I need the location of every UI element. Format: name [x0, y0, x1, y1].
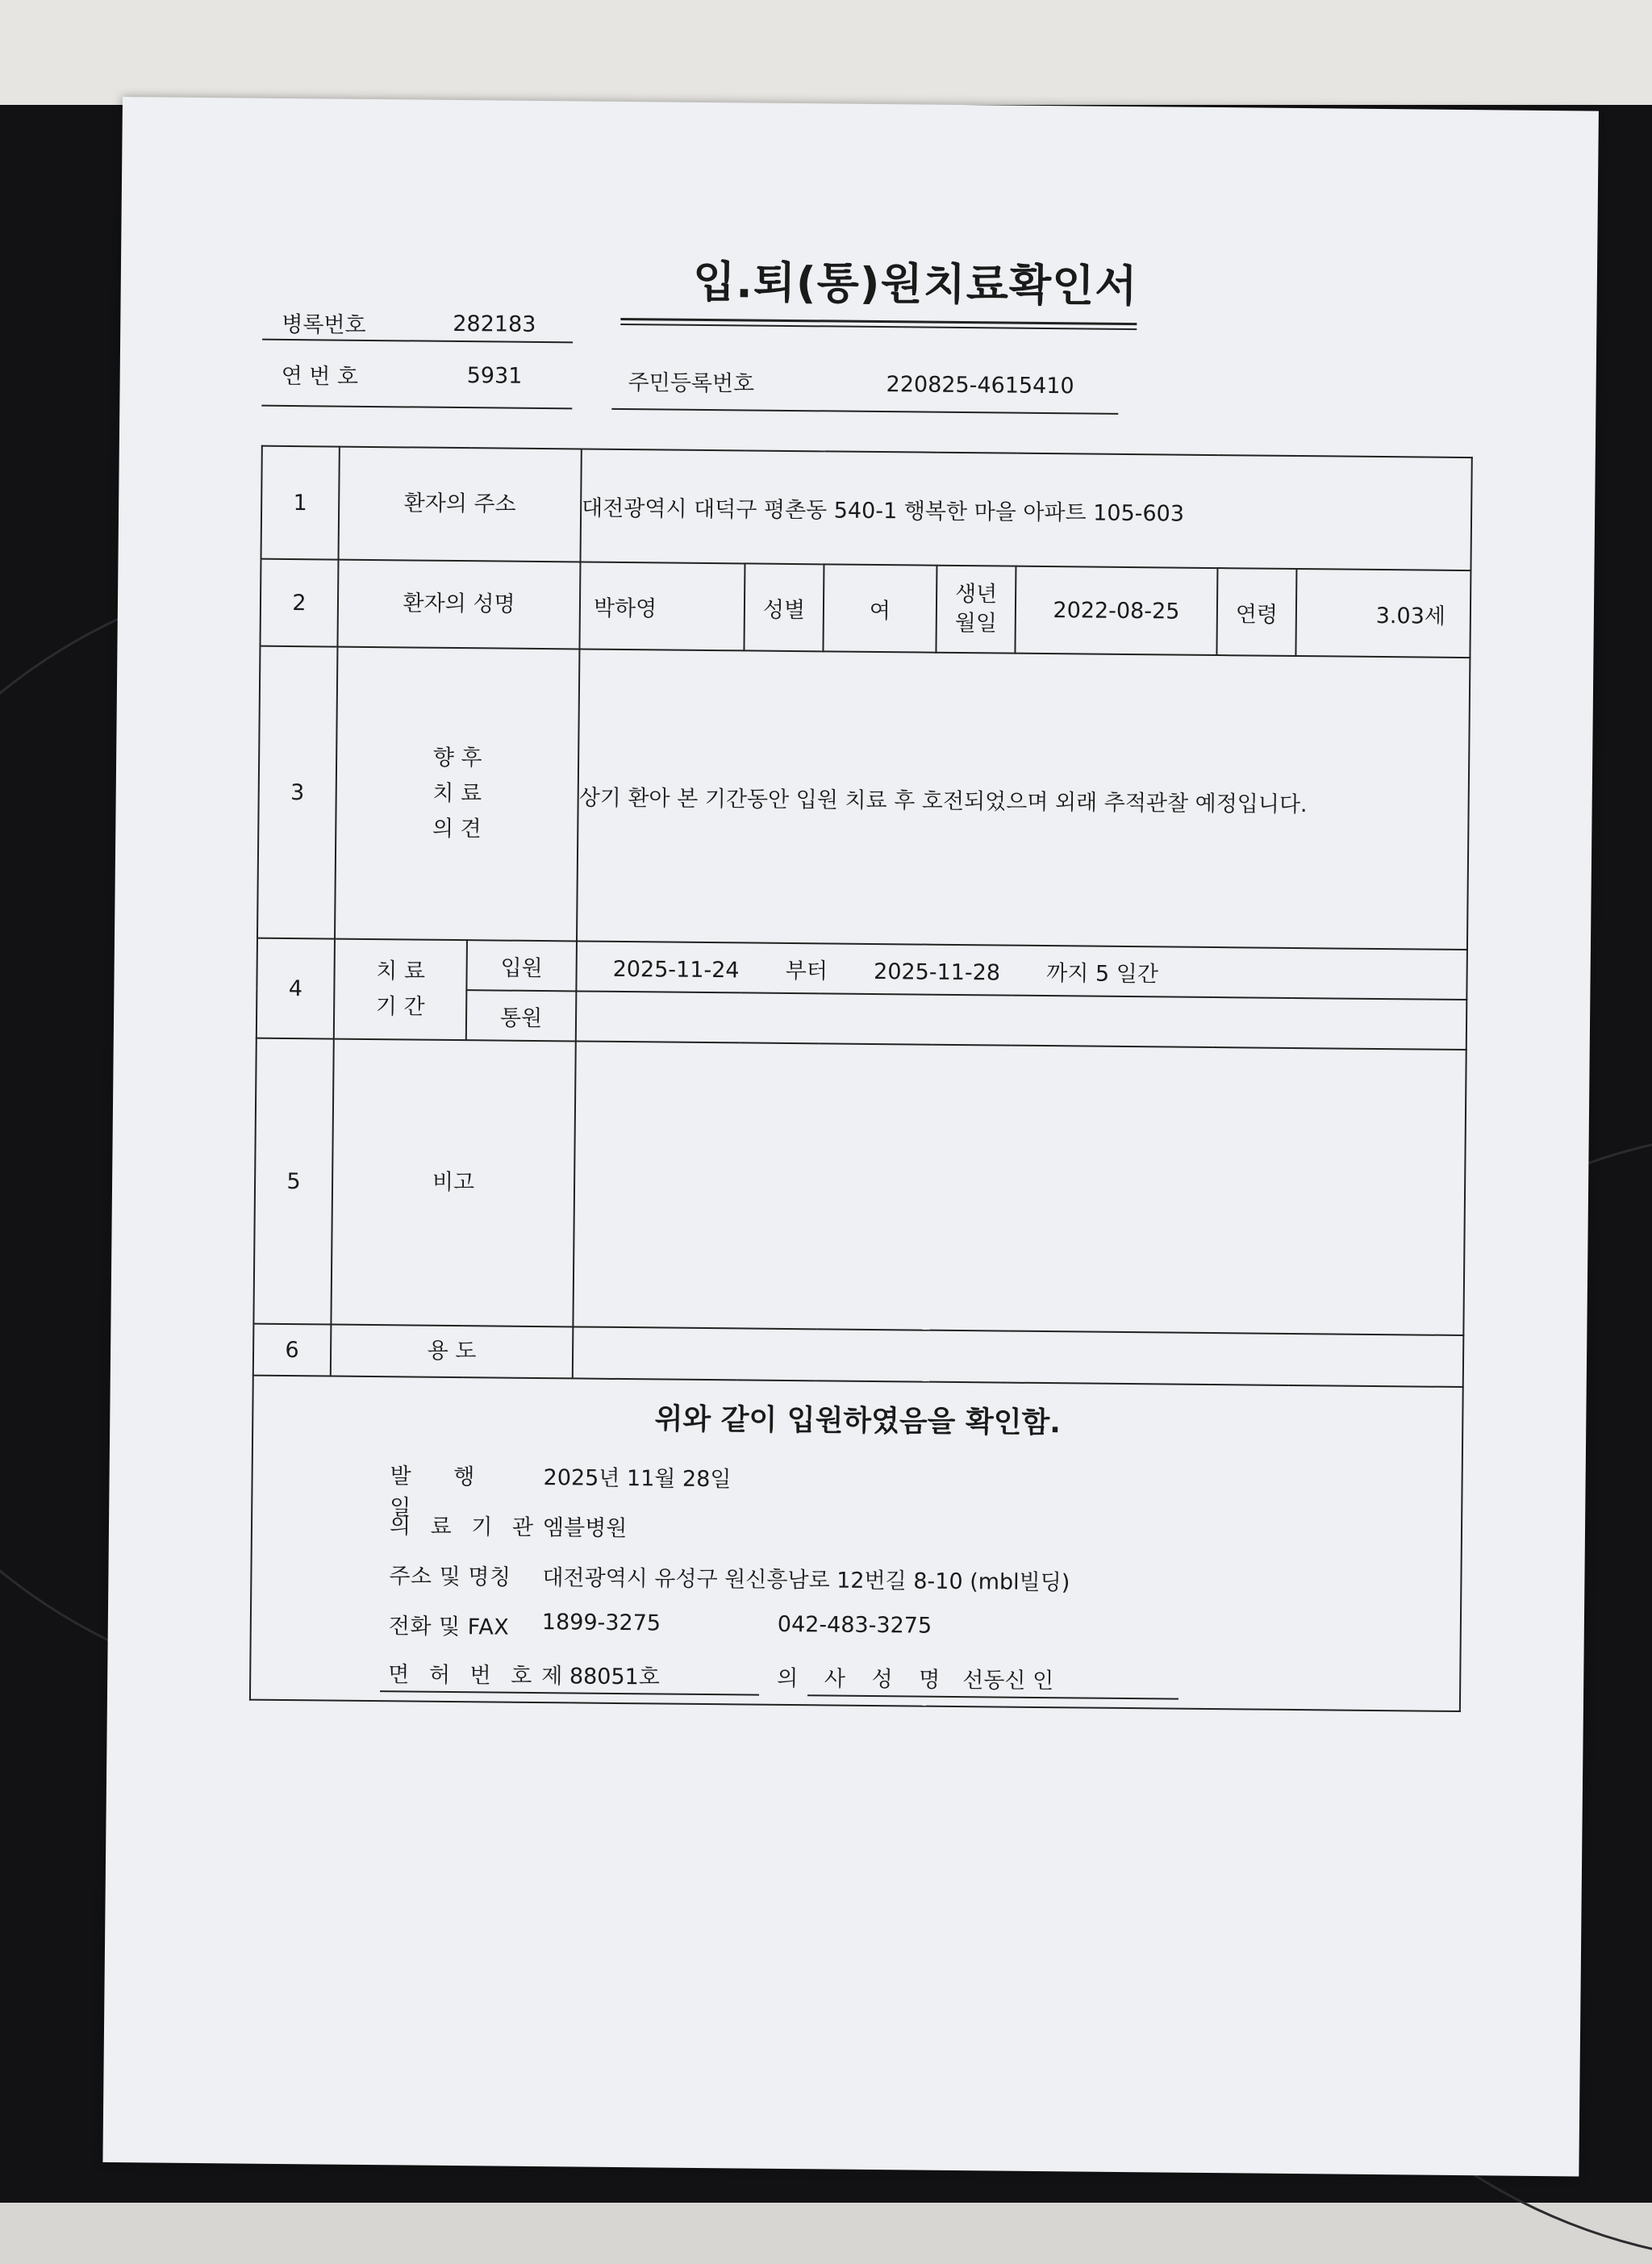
- doctor-label: 의 사 성 명: [777, 1665, 950, 1693]
- license-value: 제 88051호: [541, 1664, 661, 1690]
- hospital-address-label: 주소 및 명칭: [389, 1564, 511, 1590]
- opinion-label-line: 치 료: [432, 780, 482, 807]
- period-from: 2025-11-24: [612, 956, 740, 983]
- form-table: [249, 445, 1473, 1712]
- license-underline: [380, 1690, 759, 1696]
- inpatient-period: [576, 941, 1467, 1000]
- document-title: 입.퇴(통)원치료확인서: [692, 256, 1138, 312]
- remarks-value: [573, 1041, 1466, 1335]
- chart-no-value: 282183: [453, 311, 536, 337]
- chart-no-label: 병록번호: [282, 311, 366, 338]
- document-paper: [102, 97, 1598, 2176]
- period-to: 2025-11-28: [873, 959, 1001, 985]
- row-period-inpatient: [257, 938, 1467, 1000]
- serial-label: 연 번 호: [281, 363, 359, 390]
- row-footer: [250, 1376, 1463, 1711]
- row-address: [261, 446, 1472, 570]
- row-opinion: [257, 646, 1470, 950]
- patient-name: 박하영: [579, 562, 745, 650]
- row-patient-name: [260, 559, 1471, 658]
- period-label-line: 치 료: [376, 959, 426, 984]
- background-wall: [0, 0, 1652, 113]
- institution-label: 의 료 기 관: [389, 1514, 540, 1541]
- header-underline: [261, 405, 572, 410]
- address-row: [389, 1558, 1070, 1596]
- period-to-word: 까지 5 일간: [1046, 960, 1159, 987]
- fax-value: 042-483-3275: [777, 1611, 932, 1639]
- age-label: 연령: [1216, 568, 1296, 656]
- birth-label-line: 월일: [954, 610, 998, 637]
- row-number: 6: [253, 1324, 332, 1376]
- row-number: 3: [257, 646, 337, 939]
- license-label: 면 허 번 호: [388, 1662, 539, 1690]
- institution-row: [390, 1508, 628, 1542]
- footer-cell: [250, 1376, 1463, 1711]
- confirm-text: 위와 같이 입원하였음을 확인함.: [654, 1402, 1062, 1440]
- opinion-value: 상기 환아 본 기간동안 입원 치료 후 호전되었으며 외래 추적관찰 예정입니다.: [577, 649, 1470, 950]
- resident-no-label: 주민등록번호: [628, 370, 755, 397]
- serial-value: 5931: [466, 363, 523, 389]
- hospital-address-value: 대전광역시 유성구 원신흥남로 12번길 8-10 (mbl빌딩): [542, 1565, 1070, 1596]
- phone-label: 전화 및 FAX: [388, 1614, 510, 1640]
- address-value: 대전광역시 대덕구 평촌동 540-1 행복한 마을 아파트 105-603: [580, 449, 1471, 570]
- header-underline: [611, 408, 1118, 415]
- doctor-underline: [807, 1694, 1179, 1699]
- birth-label: [936, 566, 1016, 654]
- issue-date-value: 2025년 11월 28일: [543, 1465, 732, 1493]
- phone-value: 1899-3275: [541, 1610, 661, 1636]
- age-value: 3.03세: [1295, 569, 1471, 658]
- row-number: 2: [260, 559, 338, 647]
- row-number: 5: [253, 1038, 333, 1325]
- period-label: [334, 939, 467, 1041]
- header-underline: [262, 339, 573, 344]
- outpatient-period: [576, 991, 1467, 1050]
- birth-label-line: 생년: [954, 581, 998, 608]
- period-label-line: 기 간: [375, 994, 425, 1020]
- purpose-value: [573, 1326, 1464, 1387]
- name-label: 환자의 성명: [337, 560, 580, 650]
- license-row: [388, 1656, 1053, 1694]
- sex-value: 여: [823, 564, 937, 652]
- resident-no-value: 220825-4615410: [886, 372, 1074, 399]
- row-number: 4: [257, 938, 335, 1039]
- address-label: 환자의 주소: [339, 447, 582, 562]
- phone-row: [389, 1608, 932, 1644]
- opinion-label-line: 의 견: [432, 816, 482, 842]
- doctor-value: 선동신 인: [962, 1668, 1054, 1694]
- remarks-label: 비고: [331, 1039, 575, 1327]
- sex-label: 성별: [744, 563, 824, 651]
- outpatient-label: 통원: [466, 990, 577, 1041]
- row-number: 1: [261, 446, 340, 560]
- inpatient-label: 입원: [466, 940, 577, 991]
- issue-date-label: 발 행 일: [390, 1464, 493, 1521]
- purpose-label: 용 도: [331, 1325, 574, 1379]
- opinion-label: [335, 647, 579, 942]
- period-from-word: 부터: [785, 958, 828, 984]
- row-remarks: [253, 1038, 1466, 1335]
- birth-value: 2022-08-25: [1015, 566, 1217, 655]
- institution-value: 엠블병원: [542, 1515, 628, 1542]
- opinion-label-line: 향 후: [432, 745, 482, 771]
